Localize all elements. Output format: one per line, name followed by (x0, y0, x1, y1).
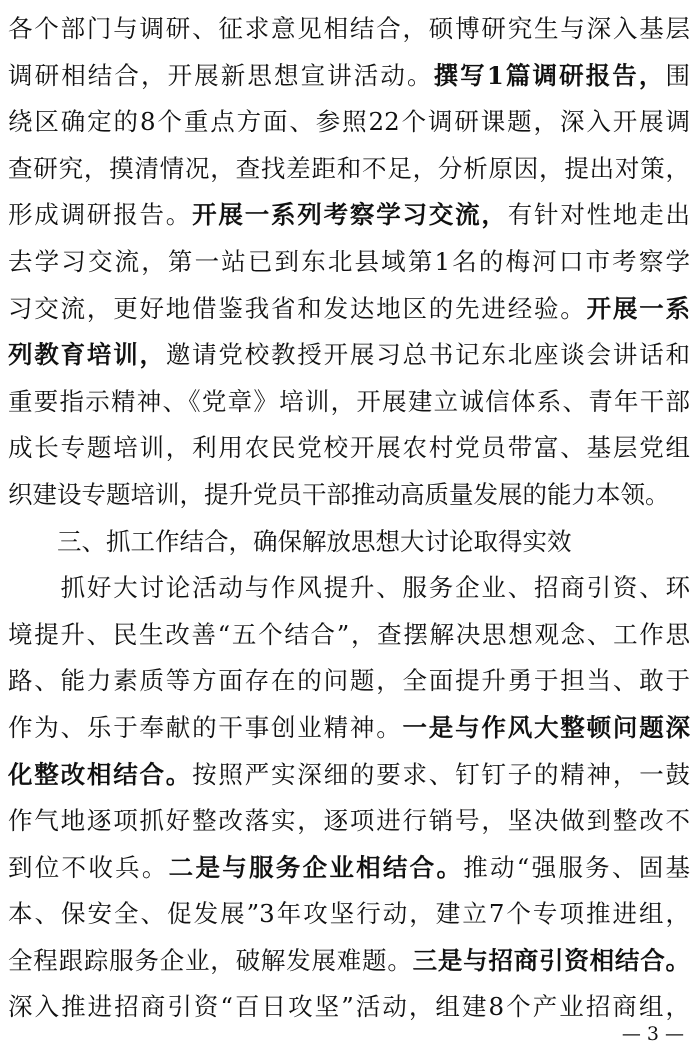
text-run: 形成调研报告。 (8, 200, 193, 230)
text-line-18 (8, 798, 690, 845)
bold-phrase: 列教育培训， (8, 340, 166, 370)
text-run: 作为、乐于奉献的干事创业精神。 (8, 712, 403, 742)
text-run: 境提升、民生改善“五个结合”，查摆解决思想观念、工作思 (8, 619, 690, 649)
text-line-9 (8, 379, 690, 426)
text-line-2 (8, 53, 690, 100)
text-run: 邀请党校教授开展习总书记东北座谈会讲话和 (165, 340, 690, 370)
text-line-8 (8, 332, 690, 379)
section-heading (8, 519, 690, 566)
bold-phrase: 一是与作风大整顿问题深 (402, 712, 690, 742)
text-run: 本、保安全、促发展”3年攻坚行动，建立7个专项推进组， (8, 899, 690, 929)
text-line-16 (8, 705, 690, 752)
text-run: 按照严实深细的要求、钉钉子的精神，一鼓 (192, 759, 690, 789)
text-run: 抓好大讨论活动与作风提升、服务企业、招商引资、环 (8, 573, 690, 603)
text-run: 织建设专题培训，提升党员干部推动高质量发展的能力本领。 (8, 479, 670, 509)
text-run: 成长专题培训，利用农民党校开展农村党员带富、基层党组 (8, 433, 690, 463)
text-line-13 (8, 565, 690, 612)
text-run: 习交流，更好地借鉴我省和发达地区的先进经验。 (8, 293, 587, 323)
text-line-22 (8, 984, 690, 1031)
page-number: — 3 — (621, 1023, 684, 1045)
text-run: 去学习交流，第一站已到东北县域第1名的梅河口市考察学 (8, 246, 690, 276)
text-run: 到位不收兵。 (8, 852, 169, 882)
text-line-10 (8, 425, 690, 472)
bold-phrase: 三是与招商引资相结合。 (412, 945, 690, 975)
bold-phrase: 开展一系 (586, 293, 690, 323)
text-line-11 (8, 472, 690, 519)
document-body (8, 6, 690, 1031)
text-run: 绕区确定的8个重点方面、参照22个调研课题，深入开展调 (8, 107, 690, 137)
text-line-1 (8, 6, 690, 53)
bold-phrase: 撰写1篇调研报告， (433, 60, 666, 90)
heading-text: 三、抓工作结合，确保解放思想大讨论取得实效 (8, 526, 572, 556)
bold-phrase: 二是与服务企业相结合。 (168, 852, 464, 882)
text-line-5 (8, 192, 690, 239)
text-run: 全程跟踪服务企业，破解发展难题。 (8, 945, 413, 975)
text-line-6 (8, 239, 690, 286)
text-run: 围 (665, 60, 690, 90)
text-run: 深入推进招商引资“百日攻坚”活动，组建8个产业招商组， (8, 992, 690, 1022)
bold-phrase: 化整改相结合。 (8, 759, 193, 789)
text-run: 各个部门与调研、征求意见相结合，硕博研究生与深入基层 (8, 14, 690, 43)
text-line-19 (8, 845, 690, 892)
text-line-21 (8, 938, 690, 985)
text-line-17 (8, 752, 690, 799)
text-run: 路、能力素质等方面存在的问题，全面提升勇于担当、敢于 (8, 666, 690, 696)
text-run: 作气地逐项抓好整改落实，逐项进行销号，坚决做到整改不 (8, 806, 690, 836)
text-run: 重要指示精神、《党章》培训，开展建立诚信体系、青年干部 (8, 386, 690, 416)
text-line-15 (8, 658, 690, 705)
text-line-4 (8, 146, 690, 193)
bold-phrase: 开展一系列考察学习交流， (192, 200, 508, 230)
text-run: 调研相结合，开展新思想宣讲活动。 (8, 60, 434, 90)
text-run: 推动“强服务、固基 (463, 852, 690, 882)
text-line-14 (8, 612, 690, 659)
text-run: 查研究，摸清情况，查找差距和不足，分析原因，提出对策， (8, 153, 690, 183)
text-line-20 (8, 891, 690, 938)
text-run: 有针对性地走出 (507, 200, 690, 230)
text-line-7 (8, 286, 690, 333)
text-line-3 (8, 99, 690, 146)
